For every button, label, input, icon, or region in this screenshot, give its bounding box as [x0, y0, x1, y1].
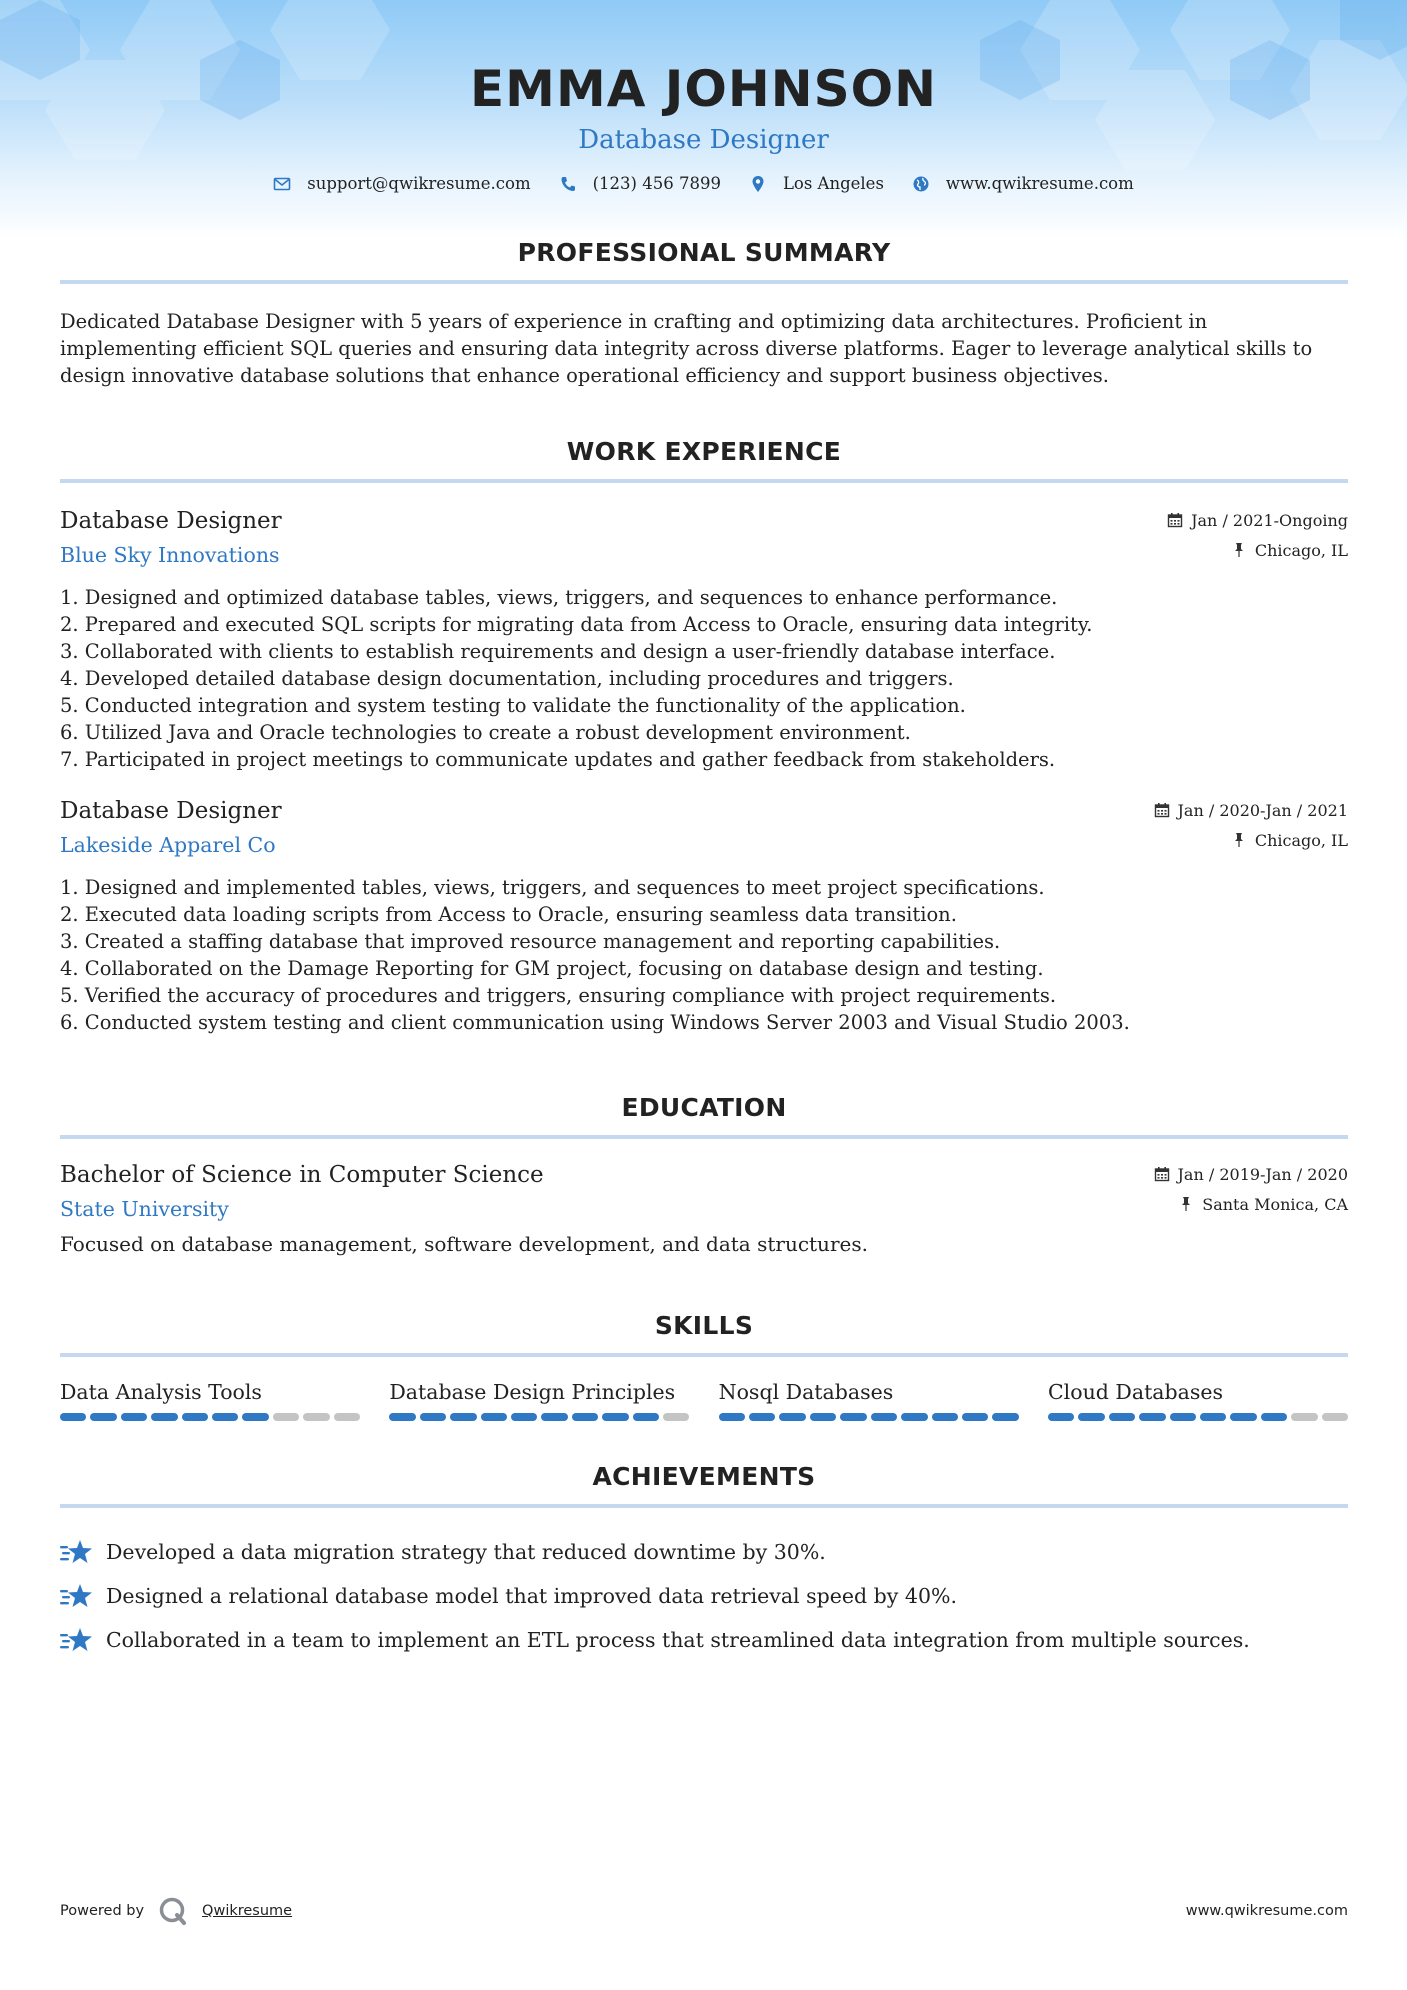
- skill-segment-filled: [992, 1413, 1018, 1421]
- candidate-role: Database Designer: [578, 125, 829, 155]
- skill-name: Database Design Principles: [389, 1380, 676, 1404]
- skill-segment-filled: [633, 1413, 659, 1421]
- achievements-title: ACHIEVEMENTS: [592, 1462, 816, 1491]
- contact-website-text: www.qwikresume.com: [945, 174, 1134, 193]
- contact-email-text: support@qwikresume.com: [307, 174, 531, 193]
- pushpin-icon: [1231, 832, 1247, 848]
- skill-segment-filled: [1230, 1413, 1256, 1421]
- contact-phone-text: (123) 456 7899: [592, 174, 721, 193]
- summary-section: [60, 235, 1348, 389]
- skill-segment-filled: [1261, 1413, 1287, 1421]
- skill-segment-filled: [871, 1413, 897, 1421]
- achievement-text: Developed a data migration strategy that reduced downtime by 30%.: [106, 1540, 826, 1564]
- job-entry: [60, 505, 1348, 773]
- section-divider: [60, 1135, 1348, 1139]
- skill-segment-filled: [212, 1413, 238, 1421]
- company-name: Lakeside Apparel Co: [60, 833, 276, 857]
- job-bullets: [60, 874, 1348, 1036]
- job-meta: [1154, 795, 1348, 855]
- section-divider: [60, 479, 1348, 483]
- job-location-text: Chicago, IL: [1254, 540, 1348, 560]
- skill-segment-filled: [1139, 1413, 1165, 1421]
- skill-segment-filled: [60, 1413, 86, 1421]
- education-date-text: Jan / 2019-Jan / 2020: [1177, 1164, 1348, 1184]
- experience-title: WORK EXPERIENCE: [566, 437, 842, 466]
- powered-by-label: Powered by: [60, 1903, 145, 1919]
- achievement-text: Designed a relational database model that improved data retrieval speed by 40%.: [106, 1584, 957, 1608]
- skill-level-bar: [60, 1413, 360, 1421]
- skill-segment-filled: [962, 1413, 988, 1421]
- achievements-section: [60, 1459, 1348, 1662]
- summary-line: Dedicated Database Designer with 5 years of experience in crafting and optimizing data architectures. Proficient in: [60, 310, 1208, 333]
- resume-footer: [60, 1896, 1348, 1926]
- resume-header: [0, 56, 1407, 193]
- skill-item: [389, 1377, 689, 1421]
- job-header: [60, 505, 1348, 570]
- skill-segment-filled: [1200, 1413, 1226, 1421]
- job-location-text: Chicago, IL: [1254, 830, 1348, 850]
- job-meta: [1167, 505, 1348, 565]
- list-item: 7. Participated in project meetings to communicate updates and gather feedback from stakeholders.: [60, 748, 1056, 771]
- footer-url[interactable]: www.qwikresume.com: [1185, 1903, 1348, 1919]
- skill-segment-filled: [121, 1413, 147, 1421]
- summary-text: [60, 308, 1348, 389]
- skill-item: [719, 1377, 1019, 1421]
- experience-section: [60, 434, 1348, 1036]
- job-entry: [60, 795, 1348, 1036]
- education-section: [60, 1090, 1348, 1258]
- skill-name: Cloud Databases: [1047, 1380, 1224, 1404]
- pushpin-icon: [1178, 1196, 1194, 1212]
- skill-segment-filled: [1109, 1413, 1135, 1421]
- calendar-icon: [1167, 512, 1183, 528]
- skill-segment-filled: [1078, 1413, 1104, 1421]
- skill-segment-filled: [572, 1413, 598, 1421]
- skill-segment-filled: [242, 1413, 268, 1421]
- job-location: [1167, 535, 1348, 565]
- section-divider: [60, 280, 1348, 284]
- skill-segment-filled: [749, 1413, 775, 1421]
- resume-content: [60, 235, 1348, 1662]
- skill-segment-filled: [389, 1413, 415, 1421]
- skills-title: SKILLS: [654, 1311, 754, 1340]
- skill-segment-empty: [334, 1413, 360, 1421]
- skill-segment-filled: [932, 1413, 958, 1421]
- skill-segment-filled: [1170, 1413, 1196, 1421]
- skill-segment-filled: [481, 1413, 507, 1421]
- summary-line: design innovative database solutions that enhance operational efficiency and support business objectives.: [60, 364, 1109, 387]
- job-header: [60, 795, 1348, 860]
- skill-item: [60, 1377, 360, 1421]
- map-pin-icon: [749, 175, 767, 193]
- skill-segment-empty: [303, 1413, 329, 1421]
- skill-segment-filled: [602, 1413, 628, 1421]
- globe-icon: [912, 175, 930, 193]
- footer-branding: [60, 1896, 292, 1926]
- education-header: [60, 1159, 1348, 1224]
- envelope-icon: [273, 175, 291, 193]
- pushpin-icon: [1231, 542, 1247, 558]
- contact-website[interactable]: [912, 174, 1134, 193]
- section-divider: [60, 1353, 1348, 1357]
- list-item: 4. Developed detailed database design documentation, including procedures and triggers.: [60, 667, 954, 690]
- skill-segment-filled: [840, 1413, 866, 1421]
- education-description: Focused on database management, software development, and data structures.: [60, 1232, 868, 1256]
- achievement-item: [60, 1530, 1348, 1574]
- calendar-icon: [1154, 1166, 1170, 1182]
- company-name: Blue Sky Innovations: [60, 543, 280, 567]
- contact-location: [749, 174, 884, 193]
- list-item: 3. Created a staffing database that improved resource management and reporting capabilities.: [60, 930, 1001, 953]
- section-divider: [60, 1504, 1348, 1508]
- skill-segment-filled: [541, 1413, 567, 1421]
- job-title: Database Designer: [60, 508, 282, 534]
- achievements-list: [60, 1530, 1348, 1662]
- skill-segment-empty: [1322, 1413, 1348, 1421]
- list-item: 3. Collaborated with clients to establish requirements and design a user-friendly database interface.: [60, 640, 1056, 663]
- skills-grid: [60, 1377, 1348, 1421]
- summary-line: implementing efficient SQL queries and ensuring data integrity across diverse platforms. Eager to leverage analytical skills to: [60, 337, 1313, 360]
- contact-row: [0, 174, 1407, 193]
- job-bullets: [60, 584, 1348, 773]
- education-entry: [60, 1159, 1348, 1258]
- list-item: 1. Designed and implemented tables, views, triggers, and sequences to meet project specifications.: [60, 876, 1045, 899]
- school-name: State University: [60, 1197, 229, 1221]
- skill-level-bar: [719, 1413, 1019, 1421]
- contact-email[interactable]: [273, 174, 530, 193]
- summary-title: PROFESSIONAL SUMMARY: [517, 238, 891, 267]
- contact-phone[interactable]: [559, 174, 721, 193]
- job-date: [1154, 795, 1348, 825]
- skill-segment-empty: [1291, 1413, 1317, 1421]
- phone-icon: [559, 175, 577, 193]
- qwikresume-logo-icon: [158, 1896, 188, 1926]
- education-date: [1154, 1159, 1348, 1189]
- skill-segment-filled: [450, 1413, 476, 1421]
- education-location-text: Santa Monica, CA: [1202, 1194, 1348, 1214]
- list-item: 5. Conducted integration and system testing to validate the functionality of the application.: [60, 694, 966, 717]
- job-date-text: Jan / 2021-Ongoing: [1191, 510, 1348, 530]
- achievement-item: [60, 1618, 1348, 1662]
- education-title: EDUCATION: [621, 1093, 787, 1122]
- skill-segment-filled: [1048, 1413, 1074, 1421]
- skill-segment-filled: [151, 1413, 177, 1421]
- list-item: 2. Prepared and executed SQL scripts for migrating data from Access to Oracle, ensuring data integrity.: [60, 613, 1093, 636]
- education-location: [1154, 1189, 1348, 1219]
- calendar-icon: [1154, 802, 1170, 818]
- skill-segment-empty: [273, 1413, 299, 1421]
- skill-segment-empty: [663, 1413, 689, 1421]
- list-item: 6. Utilized Java and Oracle technologies to create a robust development environment.: [60, 721, 911, 744]
- shooting-star-icon: [60, 1537, 94, 1567]
- skill-segment-filled: [719, 1413, 745, 1421]
- list-item: 6. Conducted system testing and client communication using Windows Server 2003 and Visual Studio 2003.: [60, 1011, 1130, 1034]
- skill-name: Nosql Databases: [718, 1380, 894, 1404]
- list-item: 4. Collaborated on the Damage Reporting for GM project, focusing on database design and testing.: [60, 957, 1044, 980]
- achievement-item: [60, 1574, 1348, 1618]
- skills-section: [60, 1308, 1348, 1421]
- job-date: [1167, 505, 1348, 535]
- job-location: [1154, 825, 1348, 855]
- list-item: 2. Executed data loading scripts from Access to Oracle, ensuring seamless data transition.: [60, 903, 957, 926]
- skill-level-bar: [389, 1413, 689, 1421]
- shooting-star-icon: [60, 1581, 94, 1611]
- job-title: Database Designer: [60, 798, 282, 824]
- degree-title: Bachelor of Science in Computer Science: [60, 1162, 544, 1188]
- skill-item: [1048, 1377, 1348, 1421]
- job-date-text: Jan / 2020-Jan / 2021: [1177, 800, 1348, 820]
- contact-location-text: Los Angeles: [782, 174, 884, 193]
- skill-name: Data Analysis Tools: [60, 1380, 262, 1404]
- skill-segment-filled: [420, 1413, 446, 1421]
- skill-segment-filled: [810, 1413, 836, 1421]
- shooting-star-icon: [60, 1625, 94, 1655]
- list-item: 1. Designed and optimized database tables, views, triggers, and sequences to enhance performance.: [60, 586, 1058, 609]
- list-item: 5. Verified the accuracy of procedures and triggers, ensuring compliance with project requirements.: [60, 984, 1057, 1007]
- candidate-name: EMMA JOHNSON: [470, 60, 937, 118]
- skill-segment-filled: [779, 1413, 805, 1421]
- skill-segment-filled: [90, 1413, 116, 1421]
- skill-segment-filled: [901, 1413, 927, 1421]
- brand-link[interactable]: Qwikresume: [202, 1903, 293, 1919]
- skill-segment-filled: [511, 1413, 537, 1421]
- education-meta: [1154, 1159, 1348, 1219]
- skill-segment-filled: [182, 1413, 208, 1421]
- skill-level-bar: [1048, 1413, 1348, 1421]
- achievement-text: Collaborated in a team to implement an ETL process that streamlined data integration from multiple sources.: [106, 1628, 1250, 1652]
